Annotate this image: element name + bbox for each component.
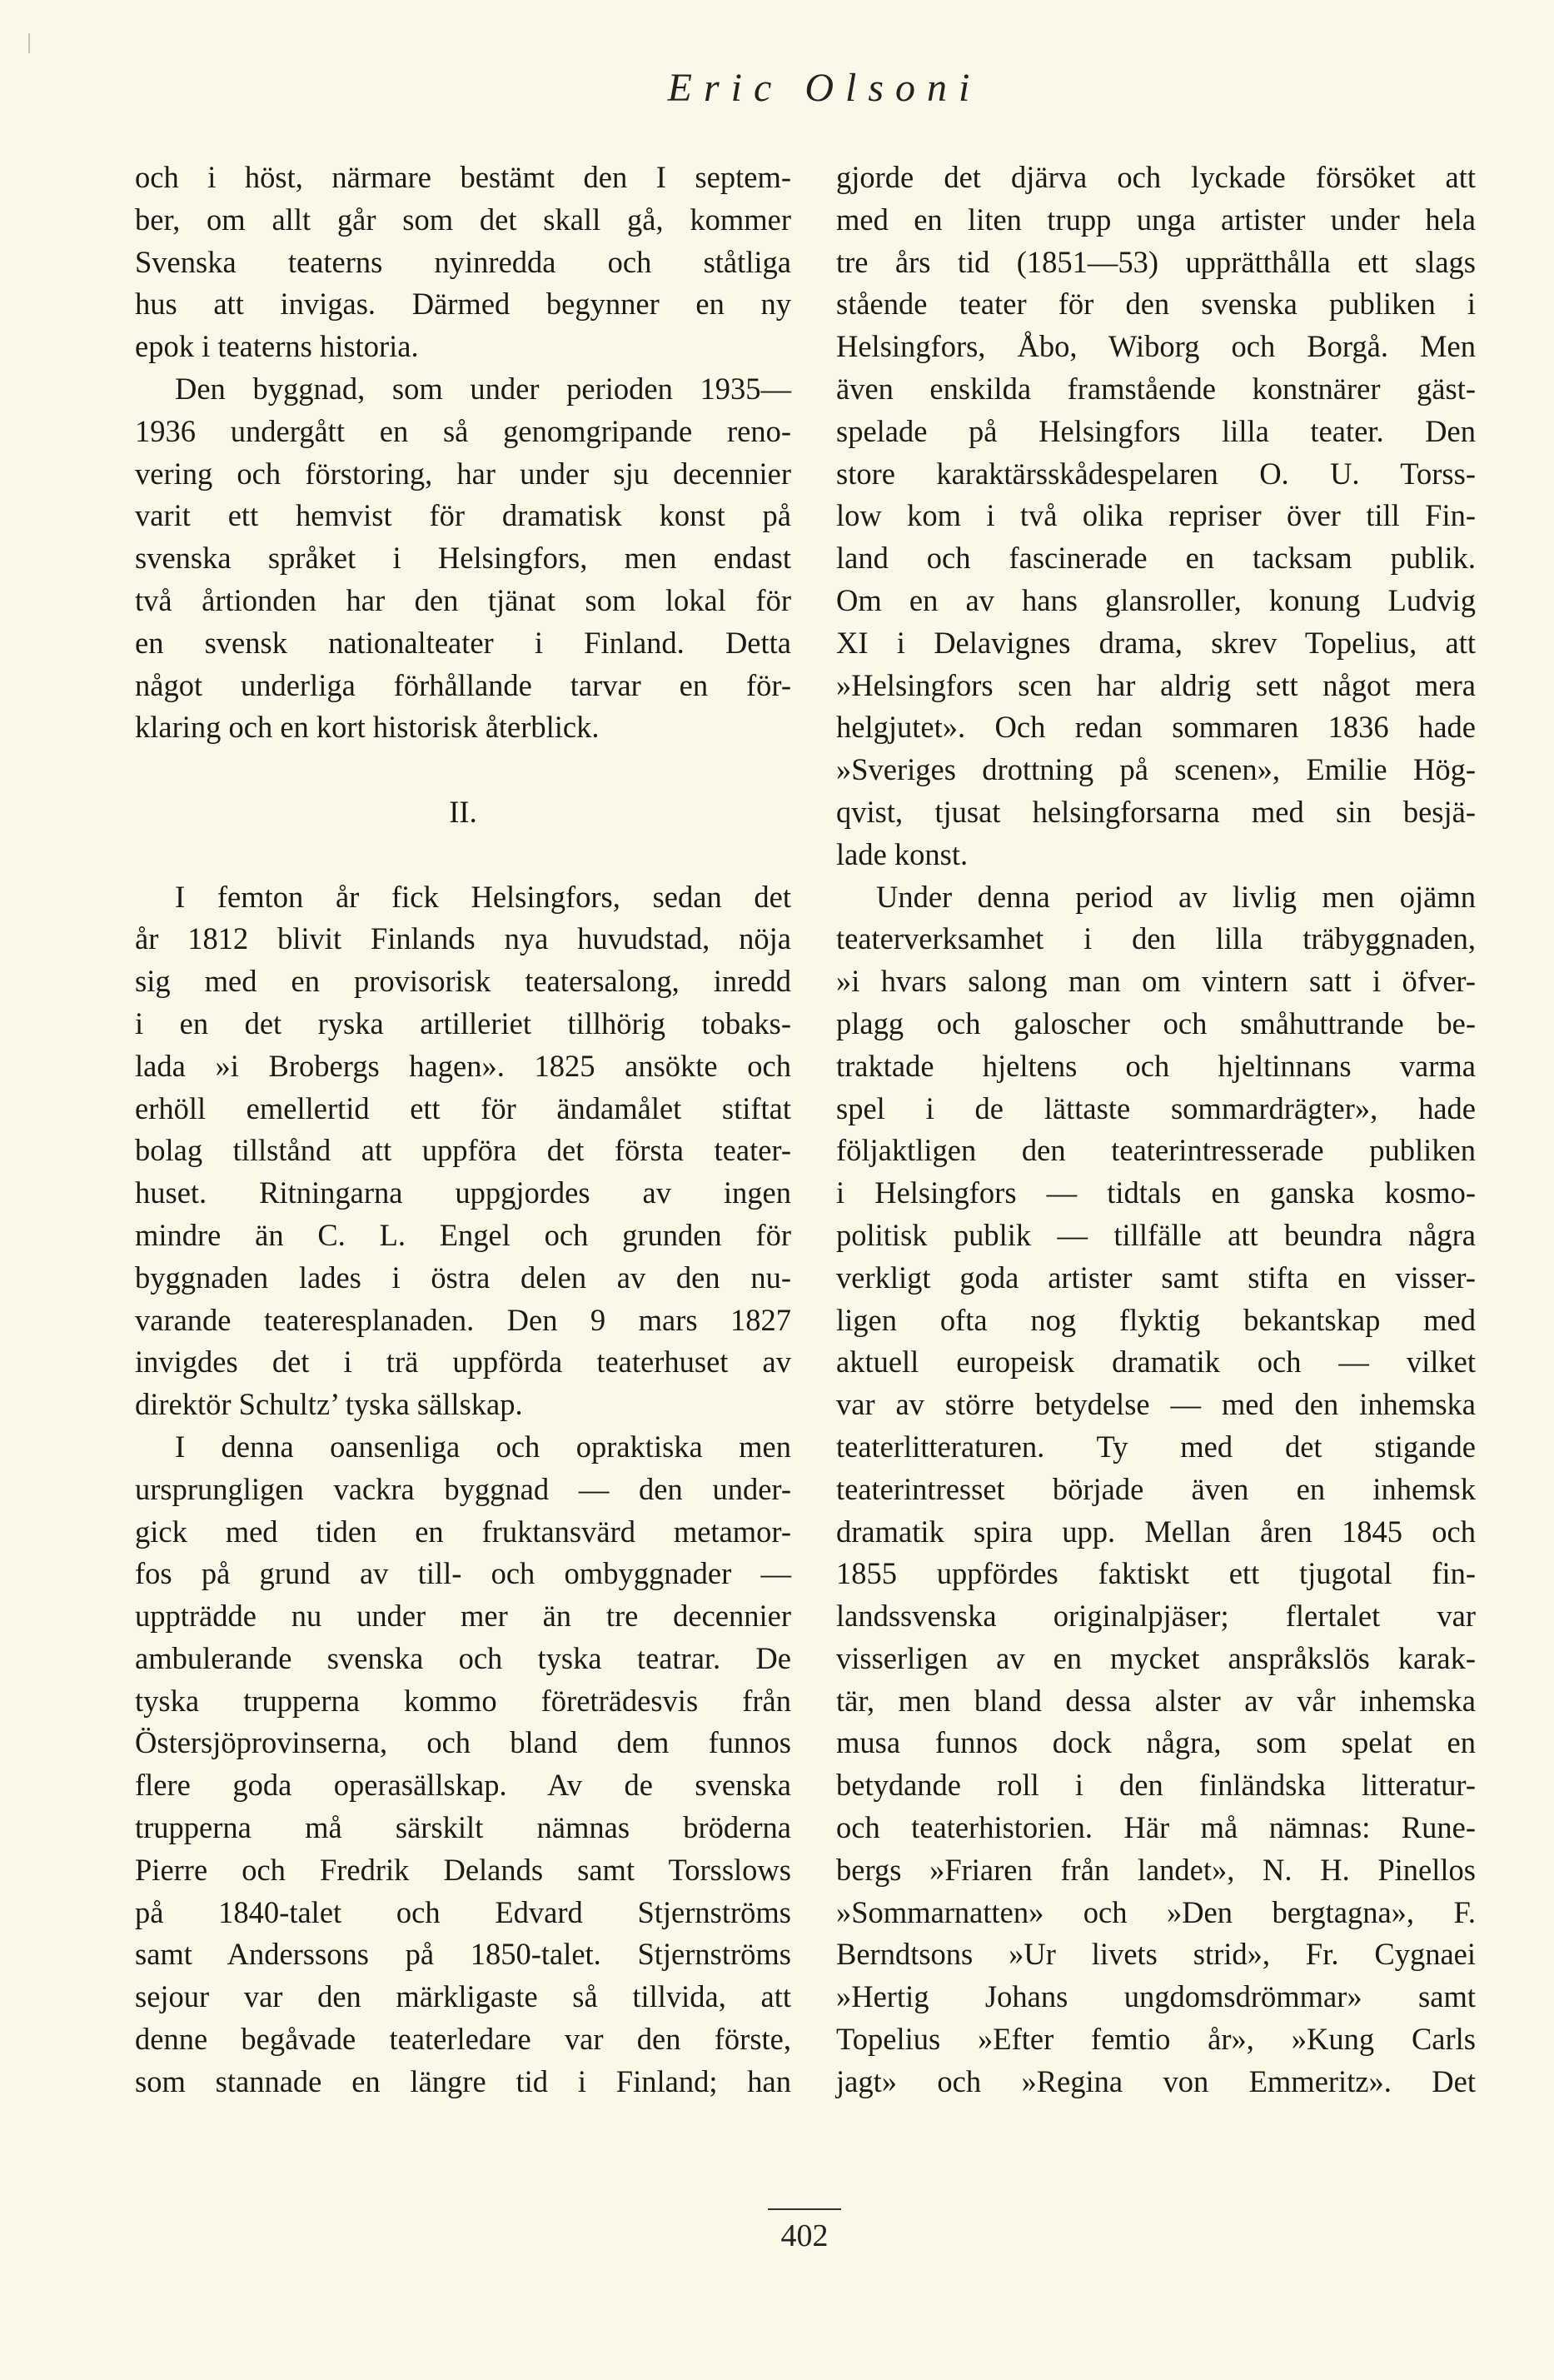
scan-edge-mark	[28, 33, 30, 53]
text-line: tre års tid (1851—53) upprätthålla ett slags	[836, 244, 1476, 279]
text-line: i Helsingfors — tidtals en ganska kosmo-	[836, 1175, 1476, 1210]
text-line: tyska trupperna kommo företrädesvis från	[135, 1683, 791, 1718]
text-line: i en det ryska artilleriet tillhörig tobaks-	[135, 1005, 791, 1040]
text-line: teaterlitteraturen. Ty med det stigande	[836, 1429, 1476, 1464]
text-line: dramatik spira upp. Mellan åren 1845 och	[836, 1514, 1476, 1549]
text-line: varande teateresplanaden. Den 9 mars 1827	[135, 1302, 791, 1337]
text-line: Pierre och Fredrik Delands samt Torsslows	[135, 1852, 791, 1887]
text-line: och i höst, närmare bestämt den I septem-	[135, 160, 791, 194]
text-line: betydande roll i den finländska litteratur-	[836, 1768, 1476, 1803]
text-line: bergs »Friaren från landet», N. H. Pinellos	[836, 1852, 1476, 1887]
text-line: I denna oansenliga och opraktiska men	[175, 1429, 791, 1464]
text-line: 1936 undergått en så genomgripande reno-	[135, 413, 791, 448]
text-line: sig med en provisorisk teatersalong, inredd	[135, 964, 791, 999]
text-line: jagt» och »Regina von Emmeritz». Det	[836, 2063, 1476, 2098]
text-line: som stannade en längre tid i Finland; han	[135, 2063, 791, 2098]
text-line: följaktligen den teaterintresserade publiken	[836, 1133, 1476, 1168]
text-line: en svensk nationalteater i Finland. Detta	[135, 625, 791, 660]
left-text-column	[135, 157, 791, 2103]
text-line: invigdes det i trä uppförda teaterhuset av	[135, 1345, 791, 1380]
text-line: XI i Delavignes drama, skrev Topelius, att	[836, 625, 1476, 660]
text-line: erhöll emellertid ett för ändamålet stiftat	[135, 1090, 791, 1125]
text-line: visserligen av en mycket anspråkslös karak-	[836, 1640, 1476, 1675]
text-line: klaring och en kort historisk återblick.	[135, 710, 600, 745]
text-line: »Sveriges drottning på scenen», Emilie Hög-	[836, 752, 1476, 787]
text-line: epok i teaterns historia.	[135, 329, 419, 364]
text-line: bolag tillstånd att uppföra det första teater-	[135, 1133, 791, 1168]
text-line: verkligt goda artister samt stifta en visser-	[836, 1260, 1476, 1295]
text-line: hus att invigas. Därmed begynner en ny	[135, 287, 791, 322]
text-line: var av större betydelse — med den inhemska	[836, 1387, 1476, 1422]
text-line: något underliga förhållande tarvar en för-	[135, 667, 791, 702]
text-line: varit ett hemvist för dramatisk konst på	[135, 498, 791, 533]
text-line: landssvenska originalpjäser; flertalet var	[836, 1599, 1476, 1634]
text-line: helgjutet». Och redan sommaren 1836 hade	[836, 710, 1476, 745]
text-line: fos på grund av till- och ombyggnader —	[135, 1556, 791, 1591]
text-line: direktör Schultz’ tyska sällskap.	[135, 1387, 523, 1422]
text-line: med en liten trupp unga artister under hela	[836, 202, 1476, 237]
text-line: spelade på Helsingfors lilla teater. Den	[836, 413, 1476, 448]
text-line: Under denna period av livlig men ojämn	[876, 879, 1476, 914]
text-line: ber, om allt går som det skall gå, kommer	[135, 202, 791, 237]
right-text-column	[836, 157, 1476, 2103]
text-line: huset. Ritningarna uppgjordes av ingen	[135, 1175, 791, 1210]
text-line: uppträdde nu under mer än tre decennier	[135, 1599, 791, 1634]
text-line: I femton år fick Helsingfors, sedan det	[175, 879, 791, 914]
text-line: politisk publik — tillfälle att beundra några	[836, 1217, 1476, 1252]
text-line: på 1840-talet och Edvard Stjernströms	[135, 1894, 791, 1929]
text-line: Om en av hans glansroller, konung Ludvig	[836, 582, 1476, 617]
text-line: Topelius »Efter femtio år», »Kung Carls	[836, 2022, 1476, 2057]
text-line: ligen ofta nog flyktig bekantskap med	[836, 1302, 1476, 1337]
page-number: 402	[780, 2218, 829, 2253]
text-line: ursprungligen vackra byggnad — den under-	[135, 1471, 791, 1506]
text-line: Östersjöprovinserna, och bland dem funnos	[135, 1725, 791, 1760]
text-line: stående teater för den svenska publiken i	[836, 287, 1476, 322]
section-heading: II.	[449, 794, 477, 829]
text-line: svenska språket i Helsingfors, men endast	[135, 541, 791, 576]
text-line: två årtionden har den tjänat som lokal för	[135, 582, 791, 617]
text-line: denne begåvade teaterledare var den förste,	[135, 2022, 791, 2057]
text-line: »i hvars salong man om vintern satt i öfver-	[836, 964, 1476, 999]
text-line: vering och förstoring, har under sju decennier	[135, 456, 791, 491]
footer-rule	[768, 2208, 841, 2210]
blank-line	[135, 749, 791, 791]
text-line: ambulerande svenska och tyska teatrar. De	[135, 1640, 791, 1675]
text-line: gick med tiden en fruktansvärd metamor-	[135, 1514, 791, 1549]
text-line: gjorde det djärva och lyckade försöket att	[836, 160, 1476, 194]
text-line: musa funnos dock några, som spelat en	[836, 1725, 1476, 1760]
text-line: qvist, tjusat helsingforsarna med sin besjä-	[836, 794, 1476, 829]
text-line: även enskilda framstående konstnärer gäst-	[836, 371, 1476, 406]
text-line: »Helsingfors scen har aldrig sett något mera	[836, 667, 1476, 702]
text-line: flere goda operasällskap. Av de svenska	[135, 1768, 791, 1803]
text-line: Den byggnad, som under perioden 1935—	[175, 371, 791, 406]
text-line: byggnaden lades i östra delen av den nu-	[135, 1260, 791, 1295]
text-line: lada »i Brobergs hagen». 1825 ansökte och	[135, 1048, 791, 1083]
text-line: trupperna må särskilt nämnas bröderna	[135, 1810, 791, 1845]
text-line: år 1812 blivit Finlands nya huvudstad, nöja	[135, 921, 791, 956]
text-line: land och fascinerade en tacksam publik.	[836, 541, 1476, 576]
text-line: Svenska teaterns nyinredda och ståtliga	[135, 244, 791, 279]
text-line: sejour var den märkligaste så tillvida, att	[135, 1979, 791, 2014]
running-header: Eric Olsoni	[667, 66, 982, 110]
text-line: aktuell europeisk dramatik och — vilket	[836, 1345, 1476, 1380]
text-line: »Sommarnatten» och »Den bergtagna», F.	[836, 1894, 1476, 1929]
text-line: teaterverksamhet i den lilla träbyggnaden,	[836, 921, 1476, 956]
text-line: och teaterhistorien. Här må nämnas: Rune-	[836, 1810, 1476, 1845]
text-line: samt Anderssons på 1850-talet. Stjernströms	[135, 1937, 791, 1972]
text-line: store karaktärsskådespelaren O. U. Torss-	[836, 456, 1476, 491]
text-line: Helsingfors, Åbo, Wiborg och Borgå. Men	[836, 329, 1476, 364]
text-line: mindre än C. L. Engel och grunden för	[135, 1217, 791, 1252]
text-line: tär, men bland dessa alster av vår inhemska	[836, 1683, 1476, 1718]
text-line: »Hertig Johans ungdomsdrömmar» samt	[836, 1979, 1476, 2014]
text-line: spel i de lättaste sommardrägter», hade	[836, 1090, 1476, 1125]
text-line: 1855 uppfördes faktiskt ett tjugotal fin-	[836, 1556, 1476, 1591]
text-line: plagg och galoscher och småhuttrande be-	[836, 1005, 1476, 1040]
text-line: lade konst.	[836, 836, 969, 871]
text-line: low kom i två olika repriser över till Fin-	[836, 498, 1476, 533]
blank-line	[135, 834, 791, 876]
text-line: teaterintresset började även en inhemsk	[836, 1471, 1476, 1506]
text-line: traktade hjeltens och hjeltinnans varma	[836, 1048, 1476, 1083]
text-line: Berndtsons »Ur livets strid», Fr. Cygnaei	[836, 1937, 1476, 1972]
